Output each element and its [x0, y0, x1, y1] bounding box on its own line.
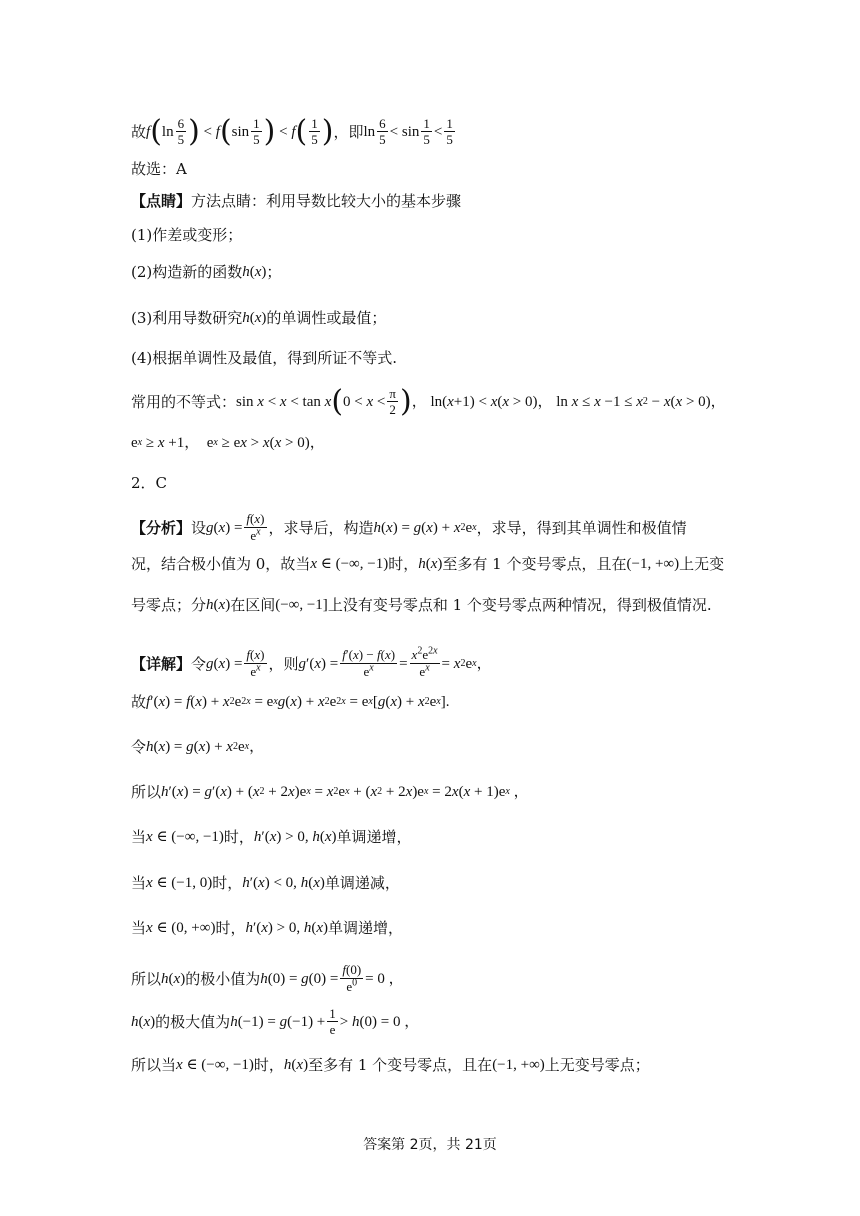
line-tip: 【点睛】 方法点睛：利用导数比较大小的基本步骤: [131, 192, 462, 210]
line-exp-inequalities: e x ≥ x +1， e x ≥ e x > x ( x > 0)，: [131, 435, 325, 451]
question-number: 2．C: [131, 474, 168, 492]
line-analysis-1: 【分析】 设 g ( x ) = $\frac{f(x)}{e^x}$ ，求导后，构造 h ( x ) = g ( x ) + x 2 e x ，求导，得到其单调性和极值情: [131, 511, 687, 543]
line-solution-6: 当 x ∈ (−1, 0) 时， h ′( x ) < 0, h ( x ) 单调递减，: [131, 874, 400, 892]
line-solution-4: 所以 h ′( x ) = g ′( x ) + ( x 2 + 2 x )e x = x 2 e x + ( x 2 + 2 x )e x = 2 x ( x + 1)e x ，: [131, 783, 529, 801]
line-solution-3: 令 h ( x ) = g ( x ) + x 2 e x ，: [131, 738, 265, 756]
page-footer: 答案第 2页，共 21页: [363, 1137, 497, 1153]
line-answer: 故选：A: [131, 160, 187, 178]
line-solution-9: h ( x ) 的极大值为 h (−1) = g (−1) + $\frac{1}{e}$ > h (0) = 0 ，: [131, 1006, 420, 1037]
line-solution-5: 当 x ∈ (−∞, −1) 时， h ′( x ) > 0, h ( x ) 单调递增，: [131, 828, 412, 846]
line-step-4: (4)根据单调性及最值，得到所证不等式.: [131, 349, 398, 367]
line-solution-7: 当 x ∈ (0, +∞) 时， h ′( x ) > 0, h ( x ) 单调递增，: [131, 919, 404, 937]
line-solution-8: 所以 h ( x ) 的极小值为 h (0) = g (0) = $\frac{f(0)}{e^0}$ = 0 ，: [131, 962, 404, 994]
line-solution-1: 【详解】 令 g ( x ) = $\frac{f(x)}{e^x}$ ，则 g ′( x ) = $\frac{f'(x) - f(x)}{e^x}$ = $\frac{x^2e^{2x}}{e^x}$ = x 2 e x ，: [131, 645, 492, 679]
line-step-1: (1)作差或变形；: [131, 226, 243, 244]
line-solution-10: 所以当 x ∈ (−∞, −1) 时， h ( x ) 至多有 1 个变号零点，且在 (−1, +∞) 上无变号零点；: [131, 1056, 650, 1074]
line-step-2: (2)构造新的函数 h ( x ) ；: [131, 263, 282, 281]
line-solution-2: 故 f ′( x ) = f ( x ) + x 2 e 2x = e x g ( x ) + x 2 e 2x = e x [ g ( x ) + x 2 e x ].: [131, 693, 450, 711]
line-common-inequalities: 常用的不等式： sin x < x < tan x ( 0 < x < $\frac{\pi}{2}$ ) ， ln( x +1) < x ( x > 0)， ln x ≤ x −1 ≤ x 2 − x ( x > 0)，: [131, 383, 726, 419]
line-analysis-2: 况，结合极小值为 0，故当 x ∈ (−∞, −1) 时， h ( x ) 至多有 1 个变号零点，且在 (−1, +∞) 上无变: [131, 555, 725, 573]
line-analysis-3: 号零点；分 h ( x ) 在区间 (−∞, −1] 上没有变号零点和 1 个变号零点两种情况，得到极值情况.: [131, 596, 712, 614]
line-step-3: (3)利用导数研究 h ( x ) 的单调性或最值；: [131, 309, 387, 327]
line-conclusion: 故 f ( ln $\frac{6}{5}$ ) < f ( sin $\frac{1}{5}$ ) < f ( $\frac{1}{5}$ ) ，即 ln $\frac{6}{5}$ < sin $\frac{1}{5}$ < $\frac{1}{5}$: [131, 113, 453, 149]
